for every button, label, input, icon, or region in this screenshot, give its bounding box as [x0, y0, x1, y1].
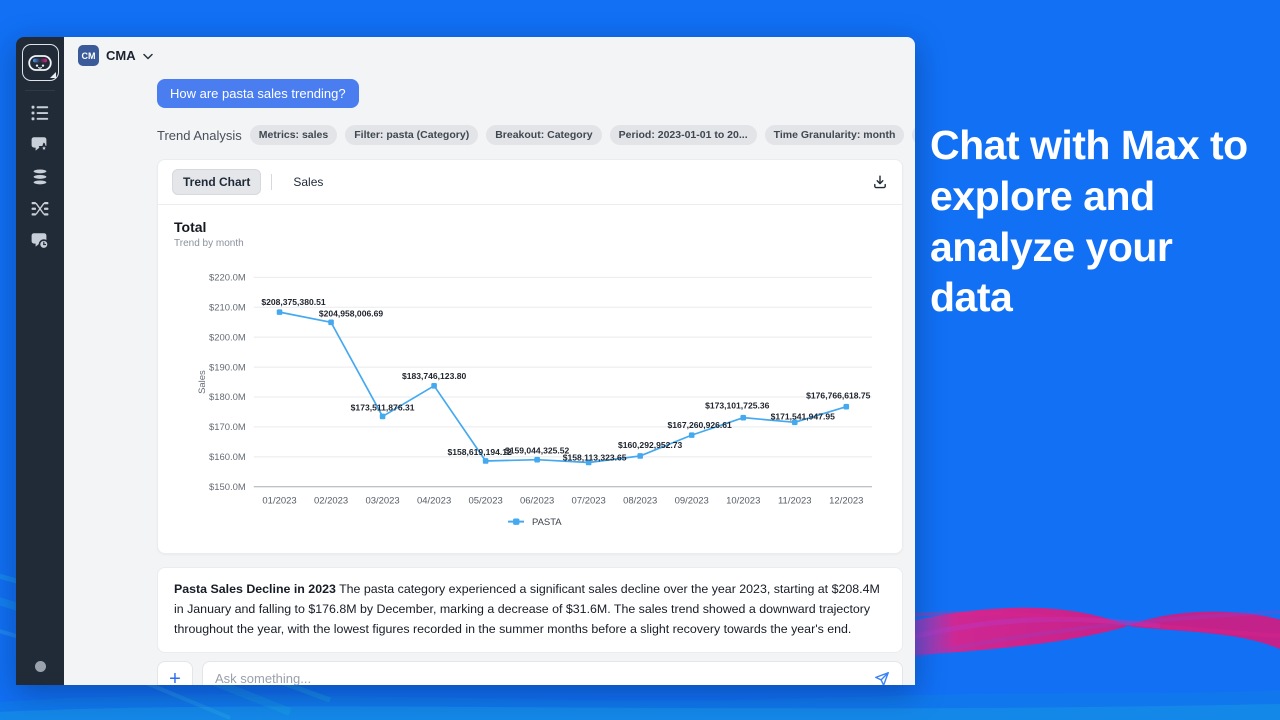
- data-point-label: $183,746,123.80: [401, 370, 467, 381]
- summary-body: The pasta category experienced a significant sales decline over the year 2023, starting at $208.4M in January and falling to $176.8M by December, marking a decrease of $31.6M. The sales trend showed a downward trajectory throughout the year, with the lowest figures recorded in the summer months before a slight recovery towards the year's end.: [174, 582, 880, 636]
- x-tick-label: 07/2023: [571, 495, 606, 507]
- x-tick-label: 06/2023: [520, 495, 555, 507]
- y-tick-label: $190.0M: [208, 362, 246, 374]
- insight-summary-card: [157, 567, 903, 653]
- add-attachment-button[interactable]: +: [157, 661, 193, 685]
- y-tick-label: $220.0M: [208, 272, 246, 284]
- chevron-down-icon: [143, 47, 153, 65]
- y-tick-label: $200.0M: [208, 332, 246, 344]
- data-point-label: $204,958,006.69: [318, 308, 384, 319]
- x-tick-label: 05/2023: [468, 495, 503, 507]
- data-point-marker[interactable]: [637, 453, 643, 459]
- x-tick-label: 08/2023: [623, 495, 658, 507]
- ask-input[interactable]: [215, 671, 866, 685]
- filter-chip: Breakout: Category: [486, 125, 601, 145]
- data-point-label: $160,292,952.73: [618, 439, 683, 450]
- filter-chip: [912, 125, 915, 145]
- workspace-selector[interactable]: [64, 37, 915, 66]
- data-point-label: $173,511,876.31: [350, 402, 415, 413]
- chat-history-icon[interactable]: [24, 225, 56, 257]
- filter-chips: [250, 125, 915, 145]
- tab-divider: [271, 174, 272, 190]
- user-message-bubble: How are pasta sales trending?: [157, 79, 359, 108]
- data-point-label: $159,044,325.52: [504, 445, 570, 456]
- data-point-label: $158,113,323.65: [562, 452, 627, 463]
- data-point-label: $171,541,947.95: [770, 411, 835, 422]
- trend-line-chart[interactable]: [174, 253, 886, 549]
- hero-headline: Chat with Max to explore and analyze your data: [930, 122, 1248, 321]
- x-tick-label: 02/2023: [313, 495, 349, 507]
- data-point-label: $208,375,380.51: [261, 297, 326, 308]
- filter-chip: Filter: pasta (Category): [345, 125, 478, 145]
- data-point-marker[interactable]: [328, 320, 334, 326]
- legend-marker-dot: [513, 518, 519, 524]
- analysis-type-label: Trend Analysis: [157, 127, 242, 143]
- workspace-name: CMA: [106, 48, 136, 63]
- sidebar-divider: [25, 90, 55, 91]
- data-point-label: $167,260,926.61: [667, 420, 732, 431]
- chart-subtitle: Trend by month: [174, 238, 244, 249]
- main-panel: [64, 37, 915, 685]
- filter-chip: Metrics: sales: [250, 125, 337, 145]
- y-axis-title: Sales: [196, 370, 208, 394]
- trend-line: [280, 312, 847, 462]
- x-tick-label: 11/2023: [777, 495, 812, 507]
- chart-title: Total: [174, 219, 207, 235]
- data-point-marker[interactable]: [431, 383, 437, 389]
- data-point-label: $176,766,618.75: [806, 390, 871, 401]
- message-composer: [202, 661, 903, 685]
- user-presence-dot[interactable]: [35, 661, 46, 672]
- y-tick-label: $180.0M: [208, 392, 246, 404]
- data-point-marker[interactable]: [689, 432, 695, 438]
- download-icon[interactable]: [872, 174, 888, 190]
- data-point-marker[interactable]: [534, 457, 540, 463]
- x-tick-label: 10/2023: [726, 495, 761, 507]
- filter-chip: Time Granularity: month: [765, 125, 905, 145]
- data-point-marker[interactable]: [380, 414, 386, 420]
- app-window: [16, 37, 915, 685]
- tab-trend-chart[interactable]: Trend Chart: [172, 169, 261, 195]
- data-mapping-icon[interactable]: [24, 193, 56, 225]
- y-tick-label: $210.0M: [208, 302, 246, 314]
- chart-card-tabs: [158, 160, 902, 204]
- workspace-avatar: CM: [78, 45, 99, 66]
- send-icon[interactable]: [874, 671, 890, 685]
- x-tick-label: 12/2023: [829, 495, 864, 507]
- x-tick-label: 09/2023: [674, 495, 709, 507]
- sidebar-icon-list: [24, 97, 56, 257]
- chart-card: [157, 159, 903, 554]
- legend-label[interactable]: PASTA: [531, 517, 562, 529]
- y-tick-label: $150.0M: [208, 481, 246, 493]
- filter-chip: Period: 2023-01-01 to 20...: [610, 125, 757, 145]
- robot-face-icon: [27, 51, 53, 75]
- x-tick-label: 04/2023: [416, 495, 452, 507]
- tab-sales[interactable]: Sales: [282, 169, 334, 195]
- logo-resize-corner: [50, 72, 56, 78]
- x-tick-label: 03/2023: [365, 495, 400, 507]
- data-point-marker[interactable]: [483, 458, 489, 464]
- x-tick-label: 01/2023: [262, 495, 297, 507]
- composer-row: [157, 661, 903, 685]
- sidebar: [16, 37, 64, 685]
- y-tick-label: $170.0M: [208, 422, 246, 434]
- chat-thread: [157, 79, 903, 108]
- data-point-label: $158,619,194.12: [447, 446, 512, 457]
- data-point-label: $173,101,725.36: [705, 400, 770, 411]
- y-tick-label: $160.0M: [208, 452, 246, 464]
- summary-title: Pasta Sales Decline in 2023: [174, 582, 336, 596]
- data-point-marker[interactable]: [277, 309, 283, 315]
- max-bot-logo[interactable]: [22, 44, 59, 81]
- database-icon[interactable]: [24, 161, 56, 193]
- list-icon[interactable]: [24, 97, 56, 129]
- analysis-meta-row: [157, 125, 903, 145]
- data-point-marker[interactable]: [843, 404, 849, 410]
- chat-star-icon[interactable]: [24, 129, 56, 161]
- data-point-marker[interactable]: [740, 415, 746, 421]
